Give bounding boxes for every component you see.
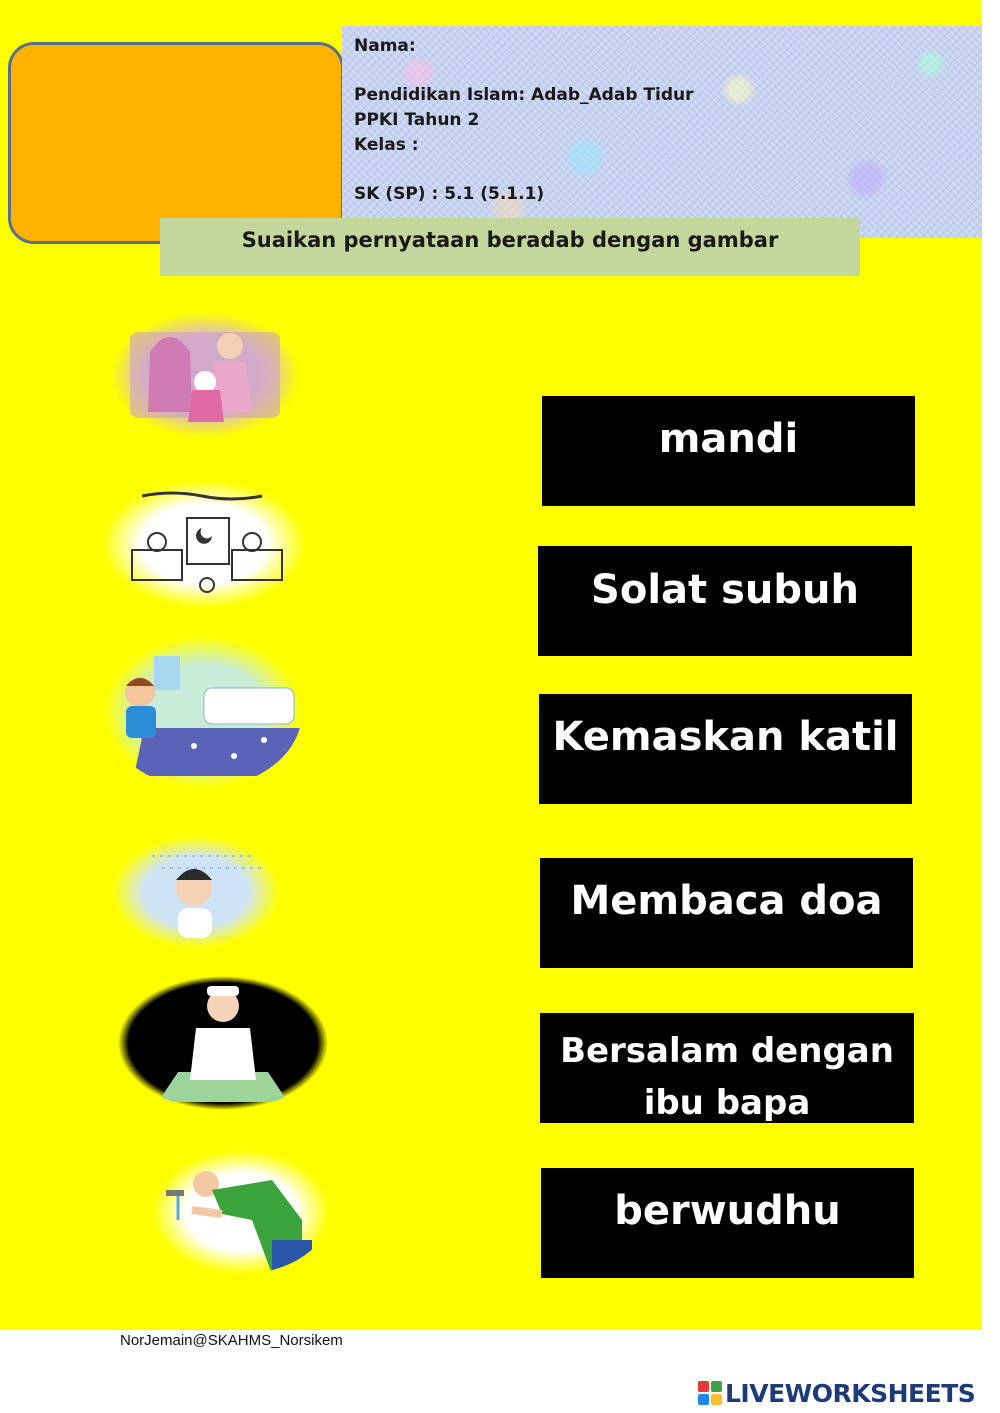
child-showering-illustration[interactable] bbox=[112, 836, 280, 948]
answer-card-mandi[interactable] bbox=[542, 396, 915, 506]
name-label: Nama: bbox=[354, 36, 416, 56]
liveworksheets-icon bbox=[698, 1381, 722, 1405]
header-panel bbox=[342, 26, 982, 238]
answer-card-label: Membaca doa bbox=[570, 878, 883, 924]
boy-praying-illustration[interactable] bbox=[118, 976, 328, 1110]
instruction-banner: Suaikan pernyataan beradab dengan gambar bbox=[160, 218, 860, 276]
subject-title: Pendidikan Islam: Adab_Adab Tidur bbox=[354, 85, 694, 105]
answer-card-label: berwudhu bbox=[614, 1188, 841, 1234]
answer-card-bersalam[interactable] bbox=[540, 1013, 914, 1123]
answer-card-label: Kemaskan katil bbox=[552, 714, 899, 760]
liveworksheets-logo[interactable] bbox=[698, 1378, 975, 1408]
class-year: PPKI Tahun 2 bbox=[354, 110, 480, 130]
children-sleeping-illustration[interactable] bbox=[102, 480, 306, 608]
boy-making-bed-illustration[interactable] bbox=[104, 636, 302, 788]
author-credit: NorJemain@SKAHMS_Norsikem bbox=[120, 1332, 343, 1349]
answer-card-label: Solat subuh bbox=[591, 567, 859, 613]
answer-card-label: Bersalam dengan bbox=[560, 1031, 894, 1071]
class-label: Kelas : bbox=[354, 135, 419, 155]
standard-code: SK (SP) : 5.1 (5.1.1) bbox=[354, 184, 545, 204]
brand-name: LIVEWORKSHEETS bbox=[725, 1378, 976, 1408]
family-greeting-illustration[interactable] bbox=[110, 312, 300, 438]
man-ablution-illustration[interactable] bbox=[152, 1150, 330, 1274]
answer-card-label: mandi bbox=[658, 416, 799, 462]
answer-card-label-line2: ibu bapa bbox=[643, 1083, 811, 1123]
answer-card-berwudhu[interactable] bbox=[541, 1168, 914, 1278]
answer-card-kemaskan-katil[interactable] bbox=[539, 694, 912, 804]
answer-card-membaca-doa[interactable] bbox=[540, 858, 913, 968]
answer-card-solat-subuh[interactable] bbox=[538, 546, 912, 656]
score-box bbox=[8, 42, 344, 244]
